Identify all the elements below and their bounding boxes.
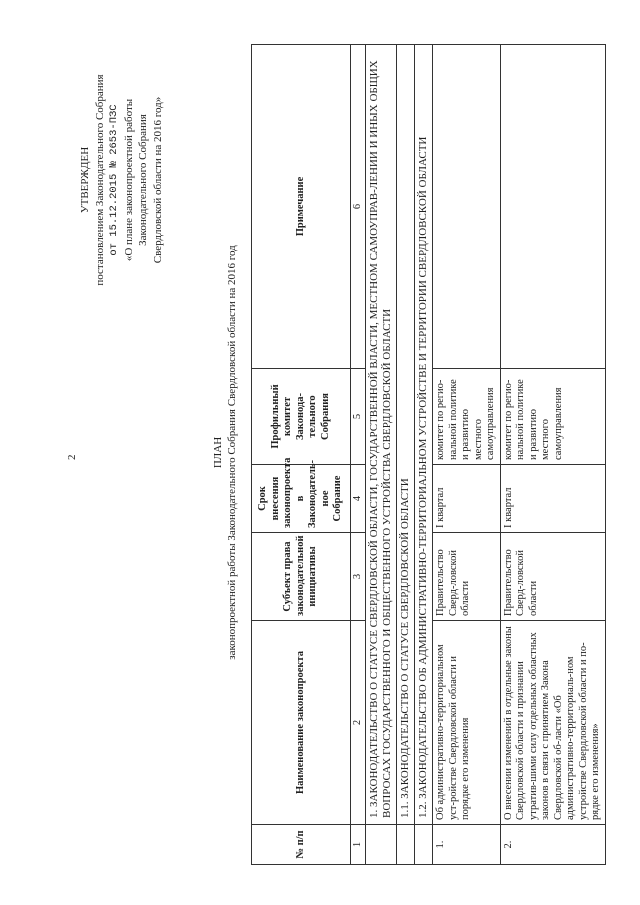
plan-table xyxy=(251,44,606,865)
plan-title: ПЛАН xyxy=(212,436,224,469)
approval-line-5: Свердловской области на 2016 год» xyxy=(151,96,164,264)
section-number-cell xyxy=(366,825,397,865)
header-deadline: Срок внесения законопроекта в Законодатель-ное Собрание xyxy=(252,465,351,533)
header-row xyxy=(252,45,351,865)
deadline: I квартал xyxy=(500,465,605,533)
approval-line-2: от 15.12.2015 № 2653-ПЗС xyxy=(108,104,120,256)
plan-subtitle: законопроектной работы Законодательного Собрания Свердловской области на 2016 год xyxy=(226,245,238,660)
header-note: Примечание xyxy=(252,45,351,369)
row-number: 2. xyxy=(500,825,605,865)
initiative-subject: Правительство Сверд-ловской области xyxy=(500,533,605,621)
approval-line-3: «О плане законопроектной работы xyxy=(122,98,135,262)
bill-name: Об административно-территориальном уст-ройстве Свердловской области и порядке его изменения xyxy=(433,621,501,825)
note xyxy=(433,45,501,369)
col-number-5: 5 xyxy=(350,369,366,465)
header-initiative-subject: Субъект права законодательной инициативы xyxy=(252,533,351,621)
bill-name: О внесении изменений в отдельные законы Свердловской области и признании утратив-шими силу отдельных областных законов в связи с принятием Закона Свердловской об-ласти «Об административно-территориаль-ном устройстве Свердловской области и по-рядке его изменения» xyxy=(500,621,605,825)
committee: комитет по регио-нальной политике и развитию местного самоуправления xyxy=(433,369,501,465)
row-number: 1. xyxy=(433,825,501,865)
col-number-4: 4 xyxy=(350,465,366,533)
deadline: I квартал xyxy=(433,465,501,533)
column-number-row xyxy=(350,45,366,865)
section-number-cell xyxy=(415,825,433,865)
header-number: № п/п xyxy=(252,825,351,865)
initiative-subject: Правительство Сверд-ловской области xyxy=(433,533,501,621)
col-number-2: 2 xyxy=(350,621,366,825)
section-heading: 1.2. ЗАКОНОДАТЕЛЬСТВО ОБ АДМИНИСТРАТИВНО-ТЕРРИТОРИАЛЬНОМ УСТРОЙСТВЕ И ТЕРРИТОРИИ СВЕРДЛОВСКОЙ ОБЛАСТИ xyxy=(415,45,433,825)
approval-line-1: постановлением Законодательного Собрания xyxy=(93,74,106,286)
approval-title: УТВЕРЖДЕН xyxy=(79,146,91,214)
header-committee: Профильный комитет Законода-тельного Собрания xyxy=(252,369,351,465)
section-row xyxy=(415,45,433,865)
col-number-1: 1 xyxy=(350,825,366,865)
table-row xyxy=(433,45,501,865)
header-bill-name: Наименование законопроекта xyxy=(252,621,351,825)
section-heading: 1. ЗАКОНОДАТЕЛЬСТВО О СТАТУСЕ СВЕРДЛОВСКОЙ ОБЛАСТИ, ГОСУДАРСТВЕННОЙ ВЛАСТИ, МЕСТНОМ САМОУПРАВ-ЛЕНИИ И ИНЫХ ОБЩИХ ВОПРОСАХ ГОСУДАРСТВЕННОГО И ОБЩЕСТВЕННОГО УСТРОЙСТВА СВЕРДЛОВСКОЙ ОБЛАСТИ xyxy=(366,45,397,825)
section-heading: 1.1. ЗАКОНОДАТЕЛЬСТВО О СТАТУСЕ СВЕРДЛОВСКОЙ ОБЛАСТИ xyxy=(397,45,415,825)
section-number-cell xyxy=(397,825,415,865)
section-row xyxy=(366,45,397,865)
note xyxy=(500,45,605,369)
committee: комитет по регио-нальной политике и развитию местного самоуправления xyxy=(500,369,605,465)
section-row xyxy=(397,45,415,865)
approval-stamp xyxy=(78,45,165,315)
col-number-3: 3 xyxy=(350,533,366,621)
col-number-6: 6 xyxy=(350,45,366,369)
page-number: 2 xyxy=(66,454,78,460)
table-row xyxy=(500,45,605,865)
approval-line-4: Законодательного Собрания xyxy=(137,114,149,246)
